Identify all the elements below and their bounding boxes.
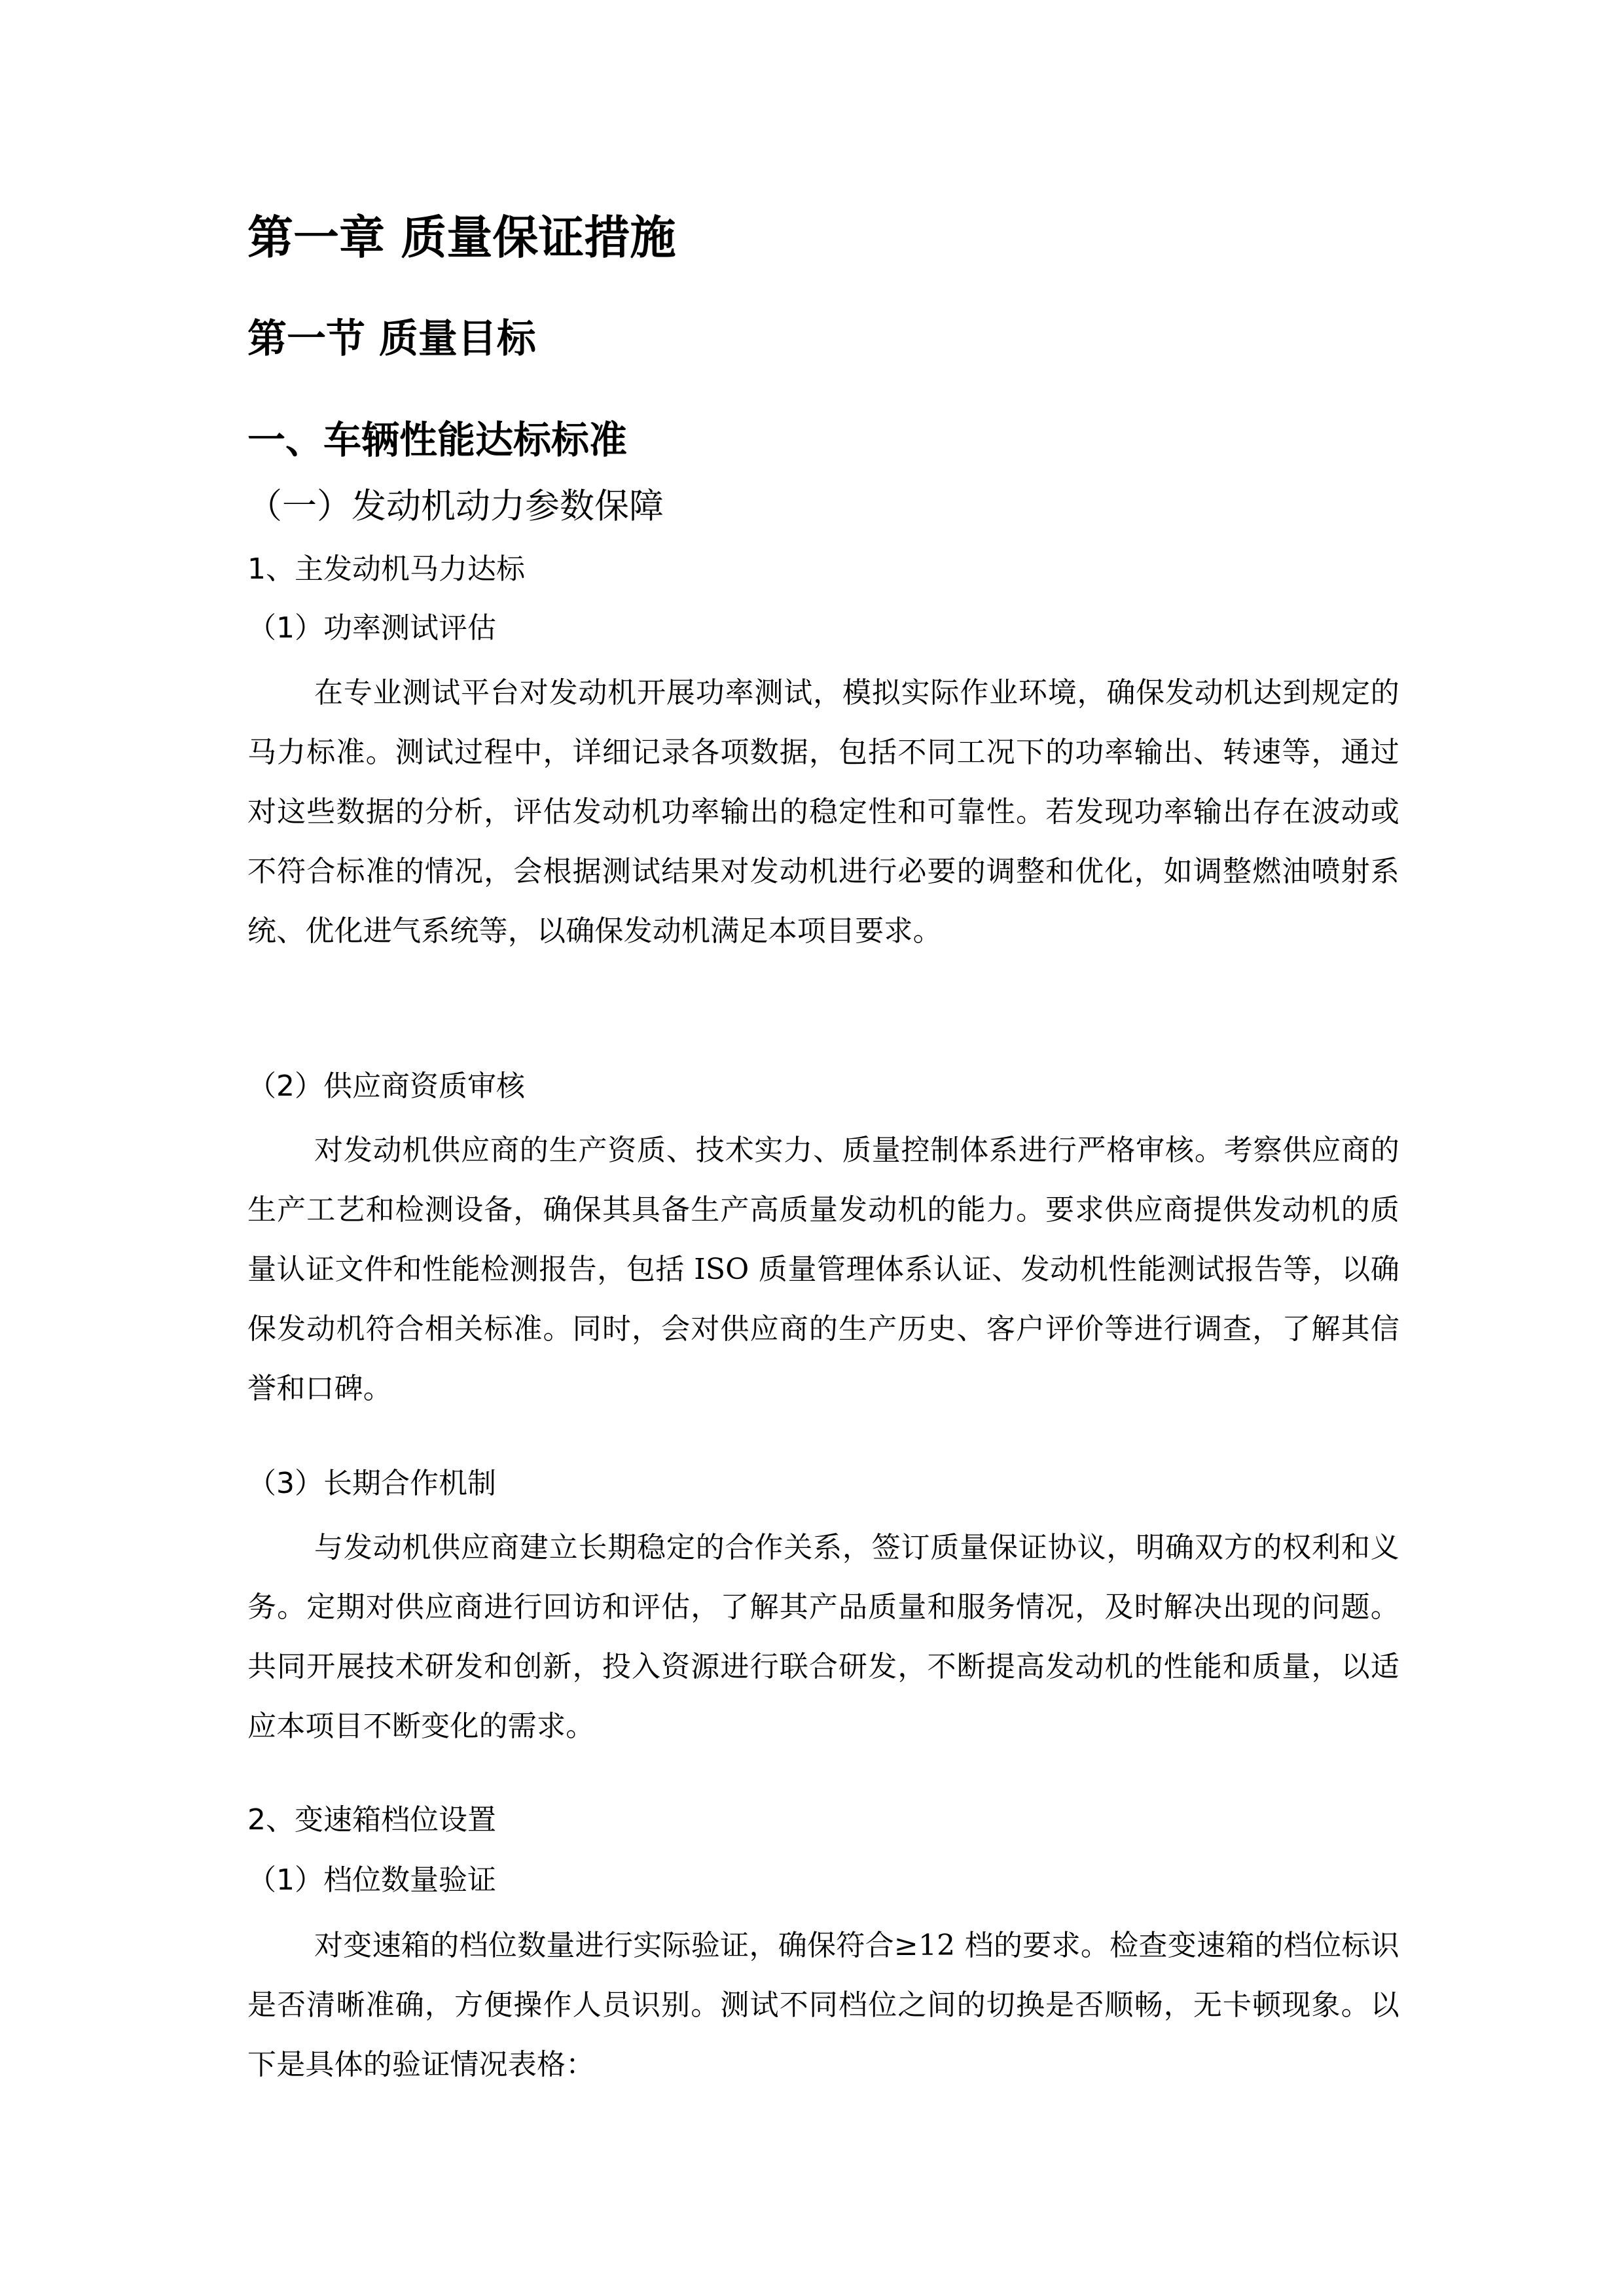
paragraph-line: 对变速箱的档位数量进行实际验证，确保符合≥12 档的要求。检查变速箱: [314, 1929, 1255, 1962]
item1-sub1-paragraph: [247, 663, 1399, 961]
paragraph-line: 的权利和义务。定期对供应商进行回访和评估，了解其产品质量和服务情况，: [247, 1531, 1399, 1624]
item1-sub2-title: （2）供应商资质审核: [247, 1069, 525, 1103]
item1-title: 1、主发动机马力达标: [247, 552, 525, 586]
chapter-title: 第一章 质量保证措施: [247, 210, 676, 264]
paragraph-line: 的档位标识是否清晰准确，方便操作人员识别。测试不同档位之间的切换是否: [247, 1929, 1400, 2022]
paragraph-line: 率输出、转速等，通过对这些数据的分析，评估发动机功率输出的稳定性和可: [247, 736, 1399, 829]
item1-sub2-paragraph: [247, 1121, 1399, 1418]
paragraph-line: 对发动机供应商的生产资质、技术实力、质量控制体系进行严格审核。考: [314, 1134, 1254, 1167]
paragraph-line: 断提高发动机的性能和质量，以适应本项目不断变化的需求。: [247, 1650, 1399, 1743]
paragraph-line: 顺畅，无卡顿现象。以下是具体的验证情况表格：: [247, 1988, 1399, 2081]
subpart-title: （一）发动机动力参数保障: [247, 486, 664, 526]
paragraph-line: 达到规定的马力标准。测试过程中，详细记录各项数据，包括不同工况下的功: [247, 676, 1399, 769]
item2-sub1-title: （1）档位数量验证: [247, 1863, 496, 1897]
section-title: 第一节 质量目标: [247, 316, 536, 362]
paragraph-line: 证、发动机性能测试报告等，以确保发动机符合相关标准。同时，会对供应商: [247, 1253, 1400, 1346]
paragraph-line: 及时解决出现的问题。共同开展技术研发和创新，投入资源进行联合研发，不: [247, 1590, 1399, 1683]
part-title: 一、车辆性能达标标准: [247, 418, 628, 462]
item1-sub1-title: （1）功率测试评估: [247, 611, 496, 645]
paragraph-line: 靠性。若发现功率输出存在波动或不符合标准的情况，会根据测试结果对发动: [247, 795, 1399, 888]
item2-title: 2、变速箱档位设置: [247, 1803, 496, 1837]
item2-sub1-paragraph: [247, 1916, 1399, 2094]
paragraph-line: 机进行必要的调整和优化，如调整燃油喷射系统、优化进气系统等，以确保发: [247, 855, 1399, 948]
paragraph-line: 动机满足本项目要求。: [652, 914, 942, 948]
paragraph-line: 供应商提供发动机的质量认证文件和性能检测报告，包括 ISO 质量管理体系认: [247, 1193, 1399, 1286]
item1-sub3-title: （3）长期合作机制: [247, 1467, 496, 1500]
paragraph-line: 在专业测试平台对发动机开展功率测试，模拟实际作业环境，确保发动机: [314, 676, 1254, 709]
item1-sub3-paragraph: [247, 1518, 1399, 1756]
paragraph-line: 察供应商的生产工艺和检测设备，确保其具备生产高质量发动机的能力。要求: [247, 1134, 1399, 1227]
paragraph-line: 的生产历史、客户评价等进行调查，了解其信誉和口碑。: [247, 1312, 1399, 1405]
paragraph-line: 与发动机供应商建立长期稳定的合作关系，签订质量保证协议，明确双方: [314, 1531, 1254, 1564]
